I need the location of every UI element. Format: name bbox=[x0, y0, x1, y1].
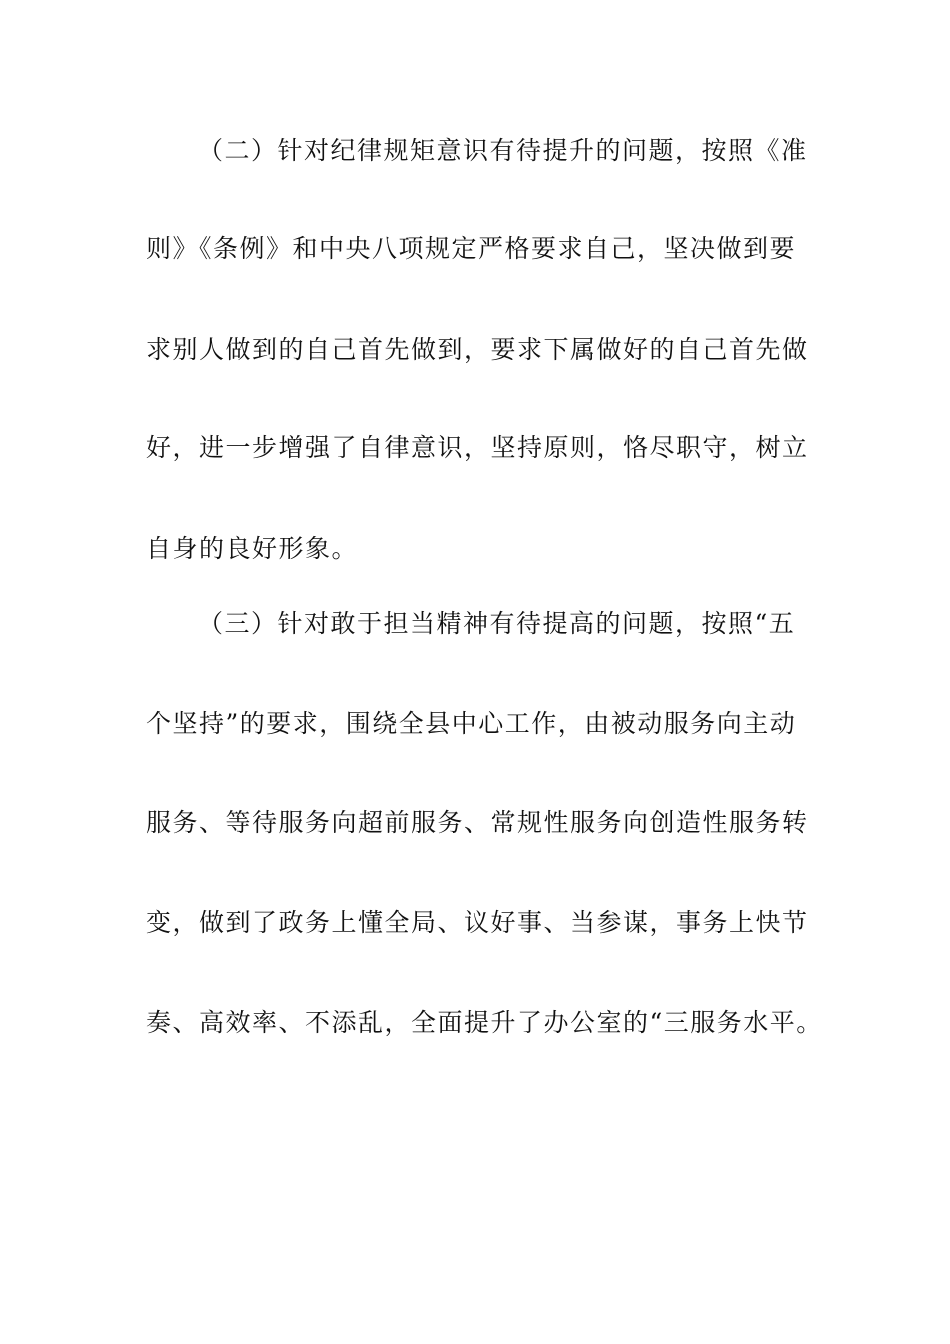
paragraph-3-line-4: 变，做到了政务上懂全局、议好事、当参谋，事务上快节 bbox=[146, 908, 809, 937]
paragraph-3-line-5: 奏、高效率、不添乱，全面提升了办公室的“三服务水平。 bbox=[146, 1008, 823, 1037]
paragraph-2-line-1: （二）针对纪律规矩意识有待提升的问题，按照《准 bbox=[198, 136, 808, 165]
paragraph-2-line-5: 自身的良好形象。 bbox=[146, 534, 359, 563]
paragraph-3-line-3: 服务、等待服务向超前服务、常规性服务向创造性服务转 bbox=[146, 808, 809, 837]
paragraph-3-line-1: （三）针对敢于担当精神有待提高的问题，按照“五 bbox=[198, 609, 796, 638]
paragraph-2-line-3: 求别人做到的自己首先做到，要求下属做好的自己首先做 bbox=[146, 335, 809, 364]
paragraph-2-line-2: 则》《条例》和中央八项规定严格要求自己，坚决做到要 bbox=[146, 234, 797, 263]
paragraph-2-line-4: 好，进一步增强了自律意识，坚持原则，恪尽职守，树立 bbox=[146, 433, 809, 462]
paragraph-3-line-2: 个坚持”的要求，围绕全县中心工作，由被动服务向主动 bbox=[146, 709, 797, 738]
